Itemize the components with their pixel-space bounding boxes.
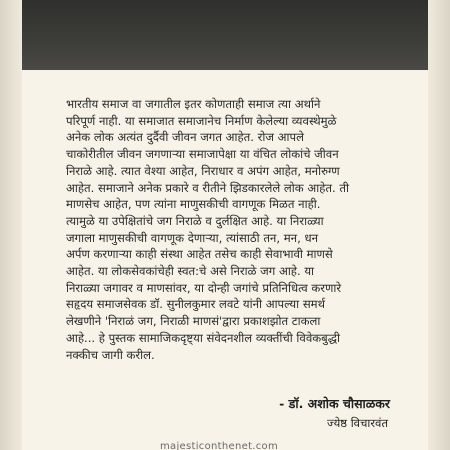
signature-name: - डॉ. अशोक चौसाळकर [279,396,390,411]
paragraph-line: भारतीय समाज वा जगातील इतर कोणताही समाज त्या अर्थाने [66,97,321,111]
paragraph-line: निराळे आहे. त्यात वेश्या आहेत, निराधार व अपंग आहेत, मनोरुग्ण [66,163,340,178]
cover-top-band [22,0,428,70]
signature-title: ज्येष्ठ विचारवंत [327,416,388,430]
blurb-paragraph [66,96,416,363]
paragraph-line: चाकोरीतील जीवन जगणाऱ्या समाजापेक्षा या वंचित लोकांचे जीवन [66,147,339,162]
page-left-edge [0,0,22,450]
paragraph-line: सहृदय समाजसेवक डॉ. सुनीलकुमार लवटे यांनी आपल्या समर्थ [66,297,326,312]
paragraph-line: अर्पण करणाऱ्या काही संस्था आहेत तसेच काही सेवाभावी माणसे [66,247,333,262]
author-signature [279,394,390,432]
paragraph-line: आहेत. या लोकसेवकांचेही स्वत:चे असे निराळे जग आहे. या [66,264,315,279]
paragraph-line: आहे... हे पुस्तक सामाजिकदृष्ट्या संवेदनशील व्यक्तींची विवेकबुद्धी [66,330,341,345]
paragraph-line: माणसेच आहेत, पण त्यांना माणुसकीची वागणूक मिळत नाही. [66,197,321,212]
paragraph-line: लेखणीने 'निराळं जग, निराळी माणसं'द्वारा प्रकाशझोत टाकला [66,314,321,329]
paragraph-line: त्यामुळे या उपेक्षितांचे जग निराळे व दुर्लक्षित आहे. या निराळ्या [66,213,324,228]
page-right-edge [428,0,450,450]
paragraph-line: जगाला माणुसकीची वागणूक देणाऱ्या, त्यांसाठी तन, मन, धन [66,230,319,245]
paragraph-line: अनेक लोक अत्यंत दुर्दैवी जीवन जगत आहेत. रोज आपले [66,130,304,145]
paragraph-line: निराळ्या जगावर व माणसांवर, या दोन्ही जगांचे प्रतिनिधित्व करणारे [66,280,342,295]
site-watermark: majesticonthenet.com [160,441,279,450]
paragraph-line: परिपूर्ण नाही. या समाजात समाजानेच निर्माण केलेल्या व्यवस्थेमुळे [66,113,337,128]
paragraph-line: नक्कीच जागी करील. [66,347,155,362]
paragraph-line: आहेत. समाजाने अनेक प्रकारे व रीतीने झिडकारलेले लोक आहेत. ती [66,180,349,195]
